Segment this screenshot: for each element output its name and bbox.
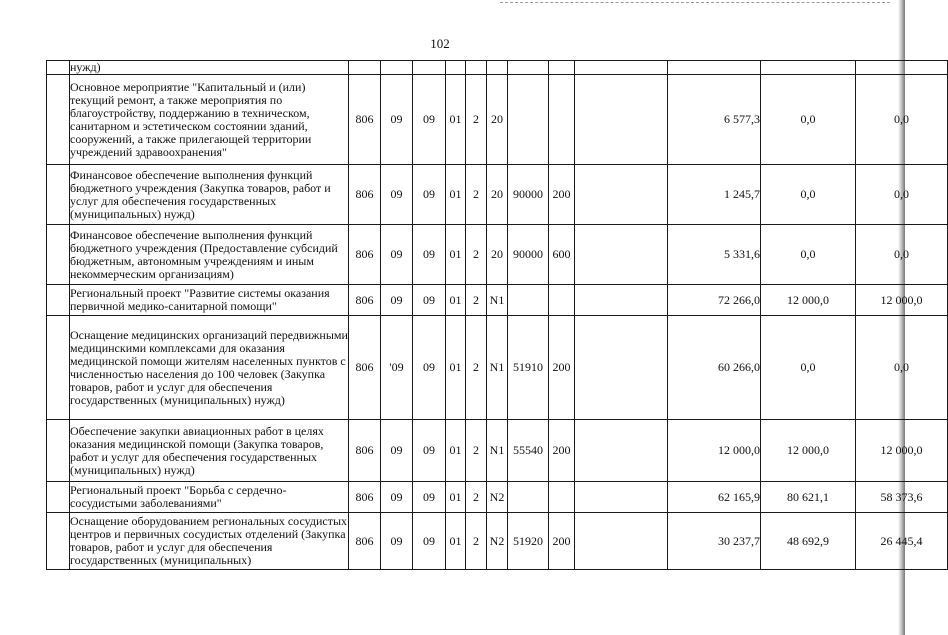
section-code: 09: [381, 165, 413, 225]
amount-year-2: [761, 61, 856, 75]
program-code: 01: [446, 165, 466, 225]
amount-year-3: 0,0: [856, 225, 948, 285]
subsection-code: 09: [413, 316, 446, 420]
table-row: [47, 165, 948, 225]
item-name: Основное мероприятие "Капитальный и (или) текущий ремонт, а также мероприятия по благоустройству, поддержанию в техническом, санитарном и эстетическом состоянии зданий, сооружений, а также прилегающей территории учреждений здравоохранения": [70, 75, 349, 165]
ministry-code: 806: [349, 225, 381, 285]
subsection-code: 09: [413, 420, 446, 482]
subprogram-code: 2: [466, 165, 487, 225]
amount-year-1: 12 000,0: [668, 420, 761, 482]
subsection-code: 09: [413, 225, 446, 285]
subprogram-code: 2: [466, 513, 487, 570]
table-row: [47, 420, 948, 482]
budget-table: [46, 60, 948, 570]
direction-code: [508, 285, 549, 316]
project-code: N1: [487, 420, 508, 482]
amount-year-1: 62 165,9: [668, 482, 761, 513]
row-index-cell: [47, 61, 70, 75]
direction-code: 90000: [508, 165, 549, 225]
project-code: N2: [487, 513, 508, 570]
subprogram-code: 2: [466, 225, 487, 285]
expense-type-code: [549, 75, 575, 165]
page-number: 102: [430, 36, 450, 51]
expense-type-code: [549, 285, 575, 316]
expense-type-code: 200: [549, 420, 575, 482]
project-code: 20: [487, 165, 508, 225]
empty-cell: [575, 420, 668, 482]
direction-code: [508, 61, 549, 75]
amount-year-2: 12 000,0: [761, 420, 856, 482]
amount-year-2: 0,0: [761, 316, 856, 420]
section-code: 09: [381, 513, 413, 570]
amount-year-3: 12 000,0: [856, 420, 948, 482]
empty-cell: [575, 482, 668, 513]
amount-year-1: 72 266,0: [668, 285, 761, 316]
project-code: N1: [487, 316, 508, 420]
table-row: [47, 75, 948, 165]
subprogram-code: [466, 61, 487, 75]
direction-code: 55540: [508, 420, 549, 482]
scan-edge-top: [500, 2, 890, 3]
empty-cell: [575, 225, 668, 285]
project-code: N2: [487, 482, 508, 513]
table-row: [47, 316, 948, 420]
amount-year-3: [856, 61, 948, 75]
direction-code: [508, 75, 549, 165]
subsection-code: 09: [413, 482, 446, 513]
expense-type-code: 600: [549, 225, 575, 285]
program-code: 01: [446, 285, 466, 316]
amount-year-3: 0,0: [856, 316, 948, 420]
empty-cell: [575, 513, 668, 570]
item-name: Оснащение оборудованием региональных сосудистых центров и первичных сосудистых отделений (Закупка товаров, работ и услуг для обеспечения государственных (муниципальных): [70, 513, 349, 570]
row-index-cell: [47, 225, 70, 285]
direction-code: 90000: [508, 225, 549, 285]
section-code: [381, 61, 413, 75]
row-index-cell: [47, 420, 70, 482]
expense-type-code: [549, 61, 575, 75]
amount-year-1: [668, 61, 761, 75]
amount-year-2: 48 692,9: [761, 513, 856, 570]
table-row: [47, 513, 948, 570]
table-row: [47, 285, 948, 316]
empty-cell: [575, 316, 668, 420]
section-code: 09: [381, 482, 413, 513]
program-code: 01: [446, 482, 466, 513]
row-index-cell: [47, 165, 70, 225]
amount-year-1: 6 577,3: [668, 75, 761, 165]
item-name: нужд): [70, 61, 349, 75]
subsection-code: 09: [413, 513, 446, 570]
subprogram-code: 2: [466, 75, 487, 165]
amount-year-1: 1 245,7: [668, 165, 761, 225]
subprogram-code: 2: [466, 482, 487, 513]
table-row: [47, 225, 948, 285]
subsection-code: 09: [413, 75, 446, 165]
section-code: 09: [381, 285, 413, 316]
row-index-cell: [47, 75, 70, 165]
ministry-code: [349, 61, 381, 75]
amount-year-1: 5 331,6: [668, 225, 761, 285]
amount-year-2: 0,0: [761, 225, 856, 285]
ministry-code: 806: [349, 420, 381, 482]
empty-cell: [575, 285, 668, 316]
expense-type-code: [549, 482, 575, 513]
amount-year-3: 26 445,4: [856, 513, 948, 570]
expense-type-code: 200: [549, 513, 575, 570]
ministry-code: 806: [349, 165, 381, 225]
program-code: 01: [446, 316, 466, 420]
amount-year-3: 12 000,0: [856, 285, 948, 316]
section-code: 09: [381, 420, 413, 482]
project-code: 20: [487, 225, 508, 285]
project-code: [487, 61, 508, 75]
table-row: [47, 61, 948, 75]
subsection-code: [413, 61, 446, 75]
program-code: 01: [446, 225, 466, 285]
empty-cell: [575, 61, 668, 75]
ministry-code: 806: [349, 513, 381, 570]
amount-year-3: 0,0: [856, 75, 948, 165]
subsection-code: 09: [413, 165, 446, 225]
table-body: [47, 61, 948, 570]
amount-year-2: 80 621,1: [761, 482, 856, 513]
table-row: [47, 482, 948, 513]
amount-year-3: 58 373,6: [856, 482, 948, 513]
project-code: N1: [487, 285, 508, 316]
row-index-cell: [47, 316, 70, 420]
amount-year-1: 60 266,0: [668, 316, 761, 420]
row-index-cell: [47, 285, 70, 316]
section-code: 09: [381, 225, 413, 285]
ministry-code: 806: [349, 75, 381, 165]
empty-cell: [575, 75, 668, 165]
amount-year-1: 30 237,7: [668, 513, 761, 570]
program-code: [446, 61, 466, 75]
ministry-code: 806: [349, 482, 381, 513]
row-index-cell: [47, 513, 70, 570]
ministry-code: 806: [349, 316, 381, 420]
item-name: Региональный проект "Развитие системы оказания первичной медико-санитарной помощи": [70, 285, 349, 316]
item-name: Обеспечение закупки авиационных работ в целях оказания медицинской помощи (Закупка товаров, работ и услуг для обеспечения государственных (муниципальных) нужд): [70, 420, 349, 482]
item-name: Финансовое обеспечение выполнения функций бюджетного учреждения (Предоставление субсидий бюджетным, автономным учреждениям и иным некоммерческим организациям): [70, 225, 349, 285]
section-code: 09: [381, 75, 413, 165]
row-index-cell: [47, 482, 70, 513]
amount-year-2: 0,0: [761, 165, 856, 225]
subprogram-code: 2: [466, 316, 487, 420]
subsection-code: 09: [413, 285, 446, 316]
item-name: Региональный проект "Борьба с сердечно-сосудистыми заболеваниями": [70, 482, 349, 513]
direction-code: 51910: [508, 316, 549, 420]
amount-year-2: 12 000,0: [761, 285, 856, 316]
program-code: 01: [446, 420, 466, 482]
item-name: Финансовое обеспечение выполнения функций бюджетного учреждения (Закупка товаров, работ и услуг для обеспечения государственных (муниципальных) нужд): [70, 165, 349, 225]
empty-cell: [575, 165, 668, 225]
expense-type-code: 200: [549, 165, 575, 225]
direction-code: [508, 482, 549, 513]
section-code: '09: [381, 316, 413, 420]
item-name: Оснащение медицинских организаций передвижными медицинскими комплексами для оказания медицинской помощи жителям населенных пунктов с численностью населения до 100 человек (Закупка товаров, работ и услуг для обеспечения государственных (муниципальных) нужд): [70, 316, 349, 420]
ministry-code: 806: [349, 285, 381, 316]
program-code: 01: [446, 75, 466, 165]
amount-year-3: 0,0: [856, 165, 948, 225]
direction-code: 51920: [508, 513, 549, 570]
amount-year-2: 0,0: [761, 75, 856, 165]
subprogram-code: 2: [466, 420, 487, 482]
project-code: 20: [487, 75, 508, 165]
program-code: 01: [446, 513, 466, 570]
subprogram-code: 2: [466, 285, 487, 316]
expense-type-code: 200: [549, 316, 575, 420]
